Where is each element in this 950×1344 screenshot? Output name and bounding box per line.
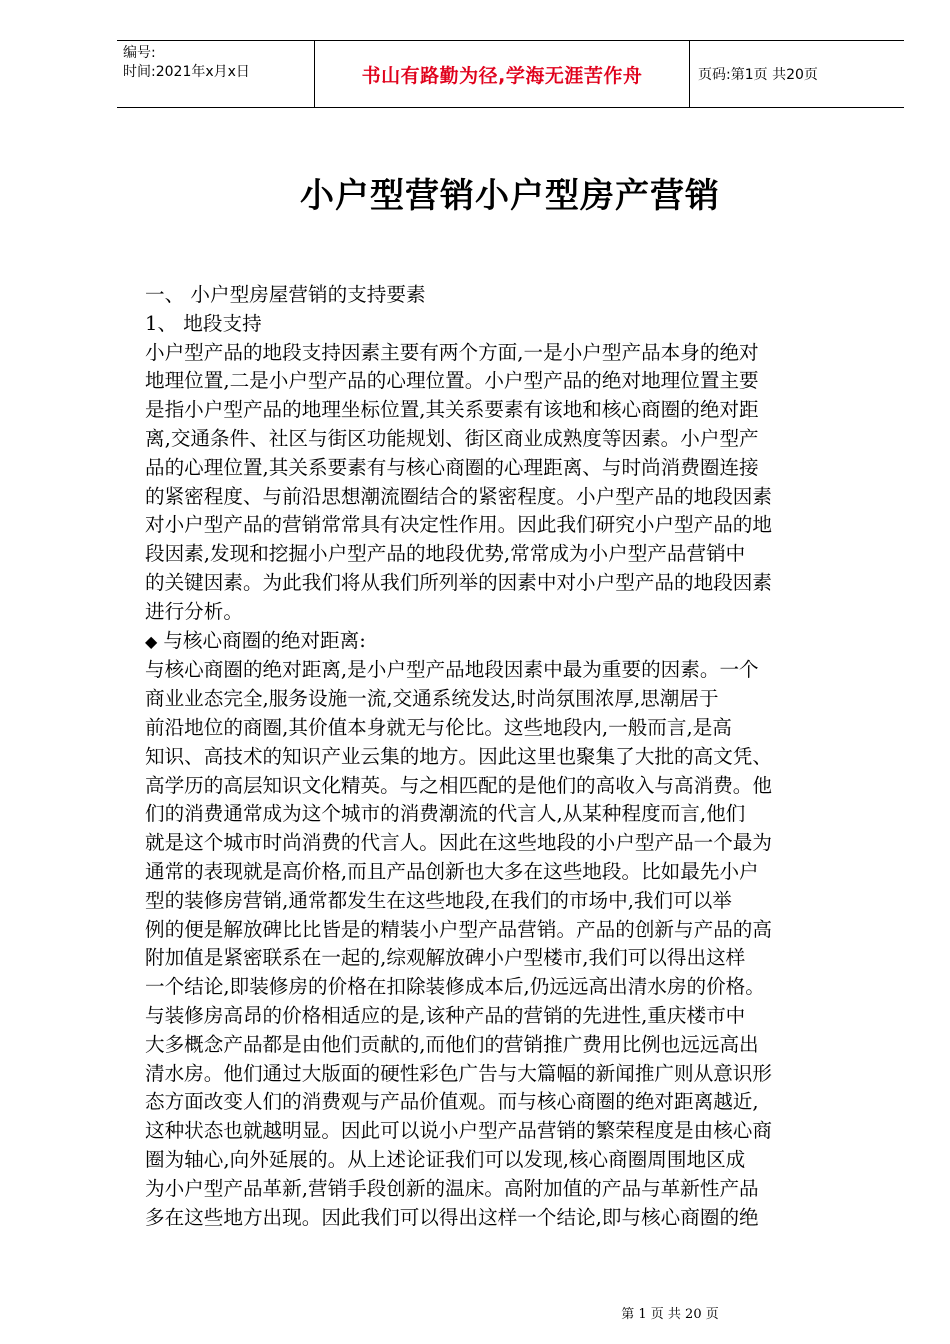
text-line: 对小户型产品的营销常常具有决定性作用。因此我们研究小户型产品的地 — [145, 513, 772, 537]
diamond-bullet-icon: ◆ — [145, 631, 158, 651]
page-title: 小户型营销小户型房产营销 — [300, 176, 720, 216]
section-heading: 一、 小户型房屋营销的支持要素 — [145, 283, 426, 306]
text-line: 这种状态也就越明显。因此可以说小户型产品营销的繁荣程度是由核心商 — [145, 1119, 772, 1143]
text-line: 附加值是紧密联系在一起的,综观解放碑小户型楼市,我们可以得出这样 — [145, 946, 746, 970]
bullet-heading-text: 与核心商圈的绝对距离: — [163, 628, 366, 652]
text-line: 小户型产品的地段支持因素主要有两个方面,一是小户型产品本身的绝对 — [145, 340, 759, 364]
text-line: 品的心理位置,其关系要素有与核心商圈的心理距离、与时尚消费圈连接 — [145, 455, 759, 479]
time-label: 时间:2021年x月x日 — [123, 64, 250, 80]
text-line: 态方面改变人们的消费观与产品价值观。而与核心商圈的绝对距离越近, — [145, 1090, 759, 1114]
number-label: 编号: — [123, 45, 156, 61]
motto-cell — [315, 41, 690, 107]
paragraph-2 — [145, 656, 865, 1232]
motto-text: 书山有路勤为径,学海无涯苦作舟 — [361, 64, 643, 87]
page-label-cell — [690, 41, 904, 107]
document-body — [145, 281, 865, 1232]
text-line: 的关键因素。为此我们将从我们所列举的因素中对小户型产品的地段因素 — [145, 570, 772, 594]
text-line: 与核心商圈的绝对距离,是小户型产品地段因素中最为重要的因素。一个 — [145, 658, 759, 682]
text-line: 们的消费通常成为这个城市的消费潮流的代言人,从某种程度而言,他们 — [145, 802, 746, 826]
text-line: 圈为轴心,向外延展的。从上述论证我们可以发现,核心商圈周围地区成 — [145, 1147, 746, 1171]
text-line: 与装修房高昂的价格相适应的是,该种产品的营销的先进性,重庆楼市中 — [145, 1003, 746, 1027]
text-line: 高学历的高层知识文化精英。与之相匹配的是他们的高收入与高消费。他 — [145, 773, 772, 797]
text-line: 大多概念产品都是由他们贡献的,而他们的营销推广费用比例也远远高出 — [145, 1032, 759, 1056]
text-line: 为小户型产品革新,营销手段创新的温床。高附加值的产品与革新性产品 — [145, 1176, 759, 1200]
text-line: 型的装修房营销,通常都发生在这些地段,在我们的市场中,我们可以举 — [145, 888, 732, 912]
subsection-heading: 1、 地段支持 — [145, 311, 262, 335]
header-info-cell — [117, 41, 315, 107]
text-line: 例的便是解放碑比比皆是的精装小户型产品营销。产品的创新与产品的高 — [145, 917, 772, 941]
page-label: 页码:第1页 共20页 — [698, 67, 818, 83]
page-footer: 第 1 页 共 20 页 — [621, 1307, 719, 1322]
text-line: 进行分析。 — [145, 599, 243, 623]
bullet-heading — [145, 627, 865, 657]
text-line: 一个结论,即装修房的价格在扣除装修成本后,仍远远高出清水房的价格。 — [145, 975, 765, 999]
text-line: 商业业态完全,服务设施一流,交通系统发达,时尚氛围浓厚,思潮居于 — [145, 687, 719, 711]
text-line: 多在这些地方出现。因此我们可以得出这样一个结论,即与核心商圈的绝 — [145, 1205, 759, 1229]
paragraph-1 — [145, 339, 865, 627]
text-line: 通常的表现就是高价格,而且产品创新也大多在这些地段。比如最先小户 — [145, 859, 759, 883]
text-line: 前沿地位的商圈,其价值本身就无与伦比。这些地段内,一般而言,是高 — [145, 715, 732, 739]
text-line: 离,交通条件、社区与街区功能规划、街区商业成熟度等因素。小户型产 — [145, 426, 759, 450]
text-line: 知识、高技术的知识产业云集的地方。因此这里也聚集了大批的高文凭、 — [145, 744, 772, 768]
text-line: 的紧密程度、与前沿思想潮流圈结合的紧密程度。小户型产品的地段因素 — [145, 484, 772, 508]
text-line: 清水房。他们通过大版面的硬性彩色广告与大篇幅的新闻推广则从意识形 — [145, 1061, 772, 1085]
text-line: 地理位置,二是小户型产品的心理位置。小户型产品的绝对地理位置主要 — [145, 369, 759, 393]
header-table — [117, 40, 904, 108]
text-line: 就是这个城市时尚消费的代言人。因此在这些地段的小户型产品一个最为 — [145, 831, 772, 855]
text-line: 是指小户型产品的地理坐标位置,其关系要素有该地和核心商圈的绝对距 — [145, 398, 759, 422]
text-line: 段因素,发现和挖掘小户型产品的地段优势,常常成为小户型产品营销中 — [145, 542, 746, 566]
